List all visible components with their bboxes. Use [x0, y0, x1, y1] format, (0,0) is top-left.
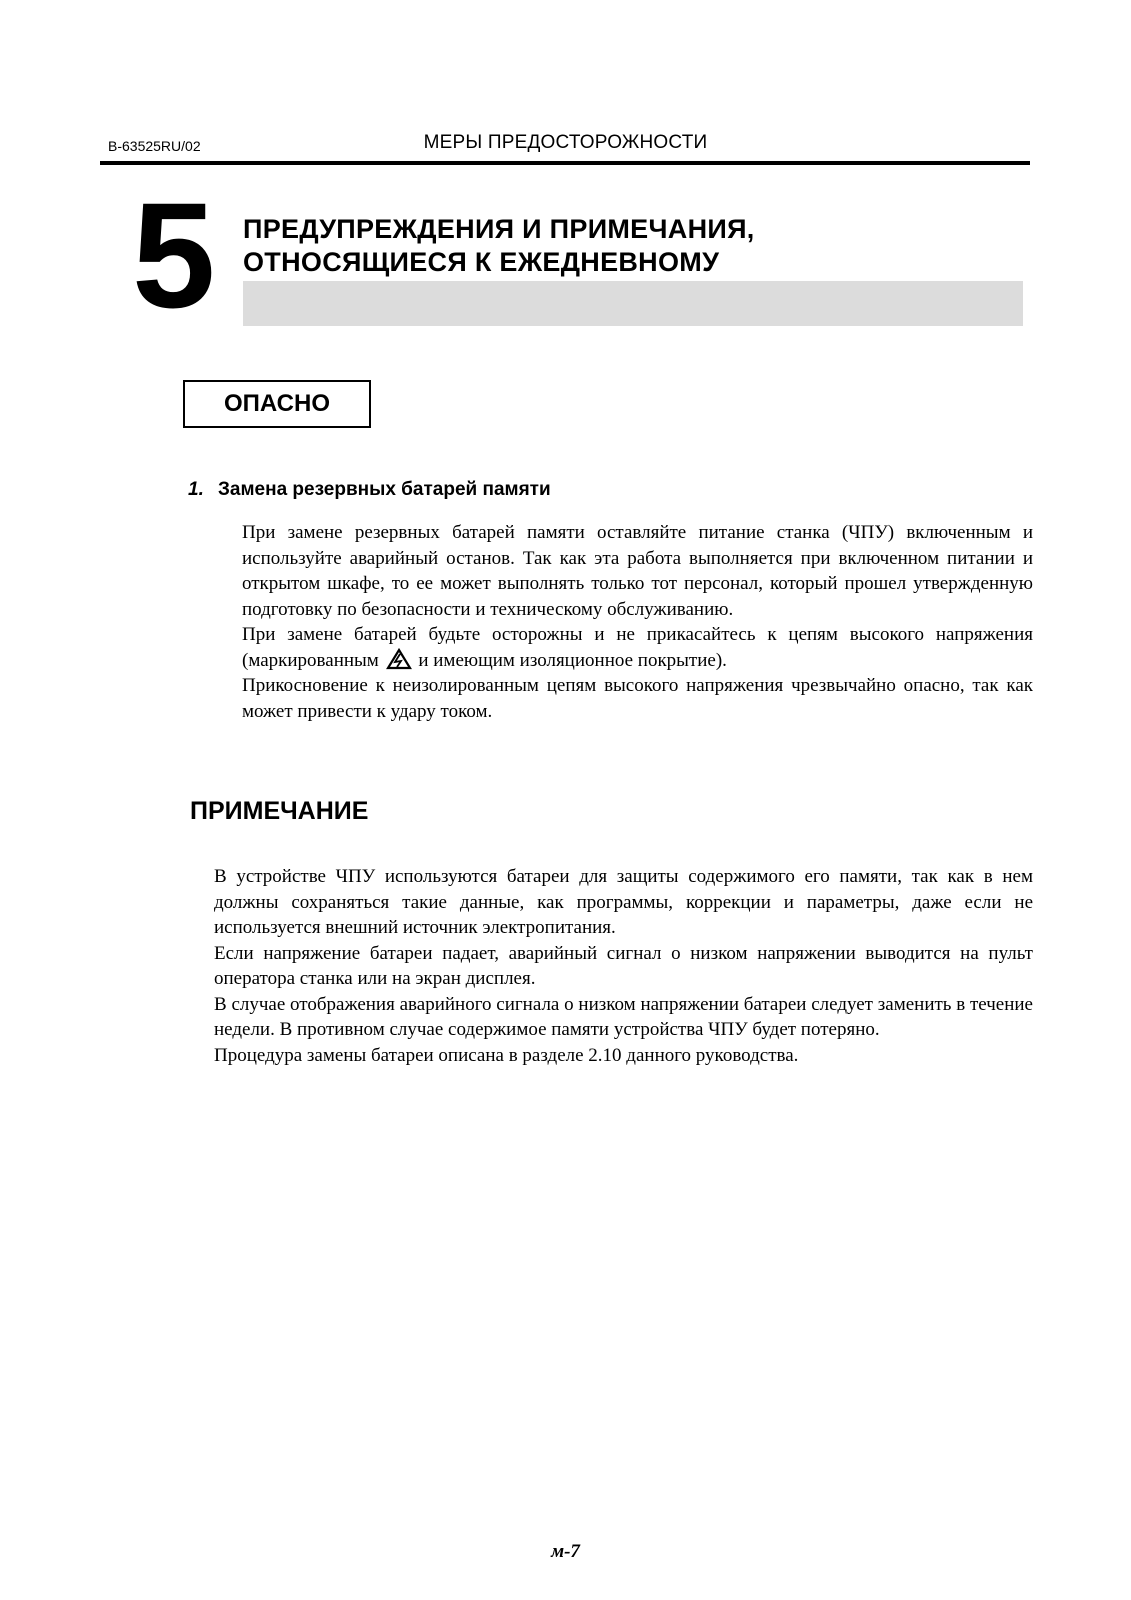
header-rule [100, 161, 1030, 165]
danger-label-box [183, 380, 371, 428]
danger-paragraph-2-start: При замене батарей будьте осторожны и не прикасайтесь к цепям высокого напряжения (маркированным [242, 624, 1033, 671]
danger-text [242, 520, 1033, 724]
danger-paragraph-1: При замене резервных батарей памяти оставляйте питание станка (ЧПУ) включенным и используйте аварийный останов. Так как эта работа выполняется при включенном питании и открытом шкафе, то ее может выполнять только тот персонал, который прошел утвержденную подготовку по безопасности и техническому обслуживанию. [242, 522, 1033, 620]
item-number: 1. [188, 479, 204, 500]
document-code: B-63525RU/02 [108, 138, 201, 154]
page-number: м-7 [551, 1541, 580, 1562]
chapter-title-line-1: ПРЕДУПРЕЖДЕНИЯ И ПРИМЕЧАНИЯ, [243, 214, 755, 244]
danger-paragraph-2 [242, 622, 1033, 673]
note-paragraph-3: В случае отображения аварийного сигнала о низком напряжении батареи следует заменить в течение недели. В противном случае содержимое памяти устройства ЧПУ будет потеряно. [214, 993, 1033, 1040]
chapter-title-band [243, 281, 1023, 326]
note-heading: ПРИМЕЧАНИЕ [190, 797, 369, 825]
danger-paragraph-2-end: и имеющим изоляционное покрытие). [413, 649, 727, 671]
note-paragraph-4: Процедура замены батареи описана в разделе 2.10 данного руководства. [214, 1044, 799, 1066]
danger-label: ОПАСНО [224, 390, 330, 417]
chapter-title-line-2: ОТНОСЯЩИЕСЯ К ЕЖЕДНЕВНОМУ [243, 247, 720, 277]
item-title: Замена резервных батарей памяти [218, 479, 551, 500]
note-paragraph-2: Если напряжение батареи падает, аварийный сигнал о низком напряжении выводится на пульт оператора станка или на экран дисплея. [214, 942, 1033, 989]
running-title: МЕРЫ ПРЕДОСТОРОЖНОСТИ [423, 132, 708, 153]
item-heading [188, 479, 551, 501]
note-paragraph-1: В устройстве ЧПУ используются батареи для защиты содержимого его памяти, так как в нем должны сохраняться такие данные, как программы, коррекции и параметры, даже если не используется внешний источник электропитания. [214, 866, 1033, 938]
high-voltage-warning-icon [386, 648, 412, 670]
chapter-title [243, 213, 755, 279]
danger-paragraph-3: Прикосновение к неизолированным цепям высокого напряжения чрезвычайно опасно, так как может привести к удару током. [242, 675, 1033, 722]
chapter-number: 5 [132, 171, 216, 339]
note-text [214, 864, 1033, 1068]
